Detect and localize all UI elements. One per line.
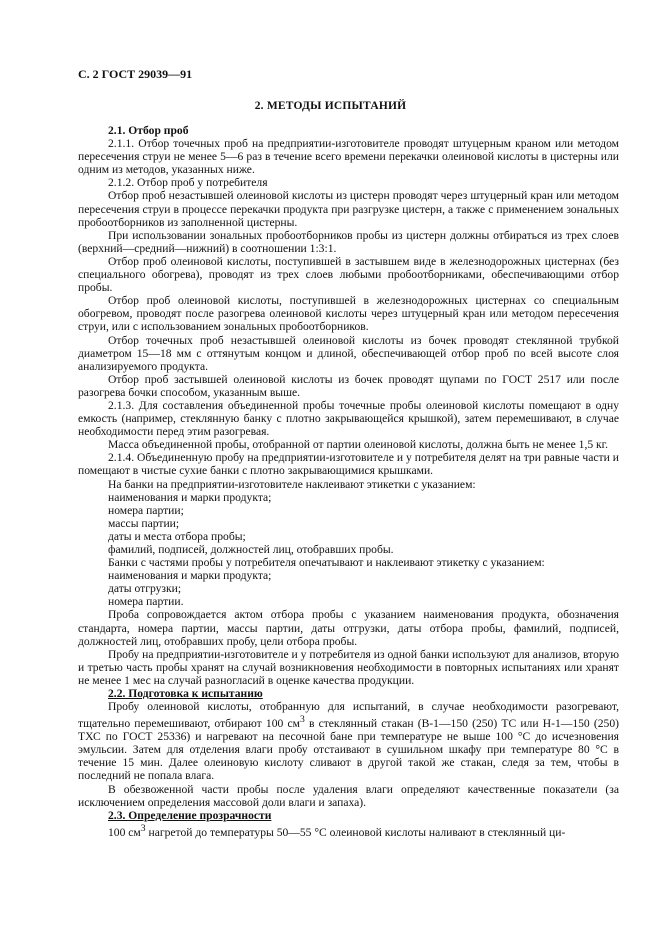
section-title: 2. МЕТОДЫ ИСПЫТАНИЙ	[254, 100, 407, 112]
paragraph: На банки на предприятии-изготовителе наклеивают этикетки с указанием:	[108, 477, 476, 491]
superscript: 3	[299, 714, 305, 726]
subsection-heading: 2.1. Отбор проб	[108, 124, 189, 137]
paragraph-text: нагретой до температуры 50—55 °С олеиновой кислоты наливают в стеклянный ци-	[145, 825, 566, 839]
paragraph: Пробу на предприятии-изготовителе и у потребителя из одной банки используют для анализов, вторую и третью часть пробы хранят на случай возникновения необходимости в повторных испытаниях или хранят не менее 1 мес на случай разногласий в оценке качества продукции.	[78, 647, 619, 687]
paragraph	[78, 822, 619, 839]
list-item: номера партии;	[108, 503, 184, 517]
superscript: 3	[140, 822, 146, 834]
document-body	[78, 124, 619, 839]
paragraph: 2.1.3. Для составления объединенной пробы точечные пробы олеиновой кислоты помещают в одну емкость (например, стеклянную банку с плотно закрывающейся крышкой), затем перемешивают, в случае необходимости перед этим разогревая.	[78, 398, 619, 439]
list-item: даты отгрузки;	[108, 582, 182, 596]
paragraph-text: 100 см	[108, 825, 141, 839]
paragraph: 2.1.1. Отбор точечных проб на предприятии-изготовителе проводят штуцерным краном или методом пересечения струи не менее 5—6 раз в течение всего времени перекачки олеиновой кислоты в цистерны или одним из методов, указанных ниже.	[78, 137, 619, 177]
paragraph: Проба сопровождается актом отбора пробы с указанием наименования продукта, обозначения стандарта, номера партии, массы партии, даты отгрузки, даты отбора пробы, фамилий, подписей, должностей лиц, отобравших пробу, цели отбора пробы.	[78, 608, 619, 648]
paragraph	[78, 700, 619, 782]
list-item: массы партии;	[108, 516, 180, 530]
list-item: наименования и марки продукта;	[108, 569, 272, 583]
paragraph: Банки с частями пробы у потребителя опечатывают и наклеивают этикетку с указанием:	[108, 556, 545, 570]
paragraph: Отбор проб олеиновой кислоты, поступившей в застывшем виде в железнодорожных цистернах (без специального обогрева), проводят из трех слоев любыми пробоотборниками, обеспечивающими отбор пробы.	[78, 254, 619, 295]
paragraph-text: в стеклянный стакан (В-1—150 (250) ТС или Н-1—150 (250) ТХС по ГОСТ 25336) и нагревают на песочной бане при температуре не выше 100 °С до исчезновения эмульсии. Затем для отделения влаги пробу отстаивают в сушильном шкафу при температуре 80 °С в течение 15 мин. Далее олеиновую кислоту сливают в другой такой же стакан, следя за тем, чтобы в последний не попала влага.	[78, 717, 619, 783]
subsection-heading	[78, 687, 619, 700]
paragraph: Отбор проб застывшей олеиновой кислоты из бочек проводят щупами по ГОСТ 2517 или после разогрева бочки способом, указанным выше.	[78, 372, 619, 399]
list-item: наименования и марки продукта;	[108, 490, 272, 504]
subsection-heading	[78, 809, 619, 822]
paragraph: Отбор проб незастывшей олеиновой кислоты из цистерн проводят через штуцерный кран или методом пересечения струи в процессе перекачки продукта при разгрузке цистерн, а также с применением зональных пробоотборников из заполненной цистерны.	[78, 189, 619, 229]
paragraph: 2.1.2. Отбор проб у потребителя	[108, 176, 268, 190]
subsection-heading-text: 2.3. Определение прозрачности	[108, 808, 272, 822]
paragraph: Масса объединенной пробы, отобранной от партии олеиновой кислоты, должна быть не менее 1,5 кг.	[108, 438, 609, 452]
list-item: фамилий, подписей, должностей лиц, отобравших пробы.	[108, 543, 394, 556]
paragraph: 2.1.4. Объединенную пробу на предприятии-изготовителе и у потребителя делят на три равные части и помещают в чистые сухие банки с плотно закрывающимися крышками.	[78, 451, 619, 478]
list-item: номера партии.	[108, 595, 184, 609]
paragraph: Отбор точечных проб незастывшей олеиновой кислоты из бочек проводят стеклянной трубкой диаметром 15—18 мм с оттянутым концом и длиной, обеспечивающей отбор проб по всей высоте слоя анализируемого продукта.	[78, 333, 619, 373]
paragraph: При использовании зональных пробоотборников пробы из цистерн должны отбираться из трех слоев (верхний—средний—нижний) в соотношении 1:3:1.	[78, 228, 619, 255]
page-header: С. 2 ГОСТ 29039—91	[78, 67, 193, 81]
list-item: даты и места отбора пробы;	[108, 529, 246, 543]
paragraph-text: Пробу олеиновой кислоты, отобранную для испытаний, в случае необходимости разогревают, тщательно перемешивают, отбирают 100 см	[78, 700, 619, 731]
subsection-heading-text: 2.2. Подготовка к испытанию	[108, 687, 263, 701]
paragraph: Отбор проб олеиновой кислоты, поступившей в железнодорожных цистернах со специальным обогревом, проводят после разогрева олеиновой кислоты через штуцерный кран или методом пересечения струи, или с использованием зональных пробоотборников.	[78, 294, 619, 334]
paragraph: В обезвоженной части пробы после удаления влаги определяют качественные показатели (за исключением определения массовой доли влаги и запаха).	[78, 782, 619, 809]
